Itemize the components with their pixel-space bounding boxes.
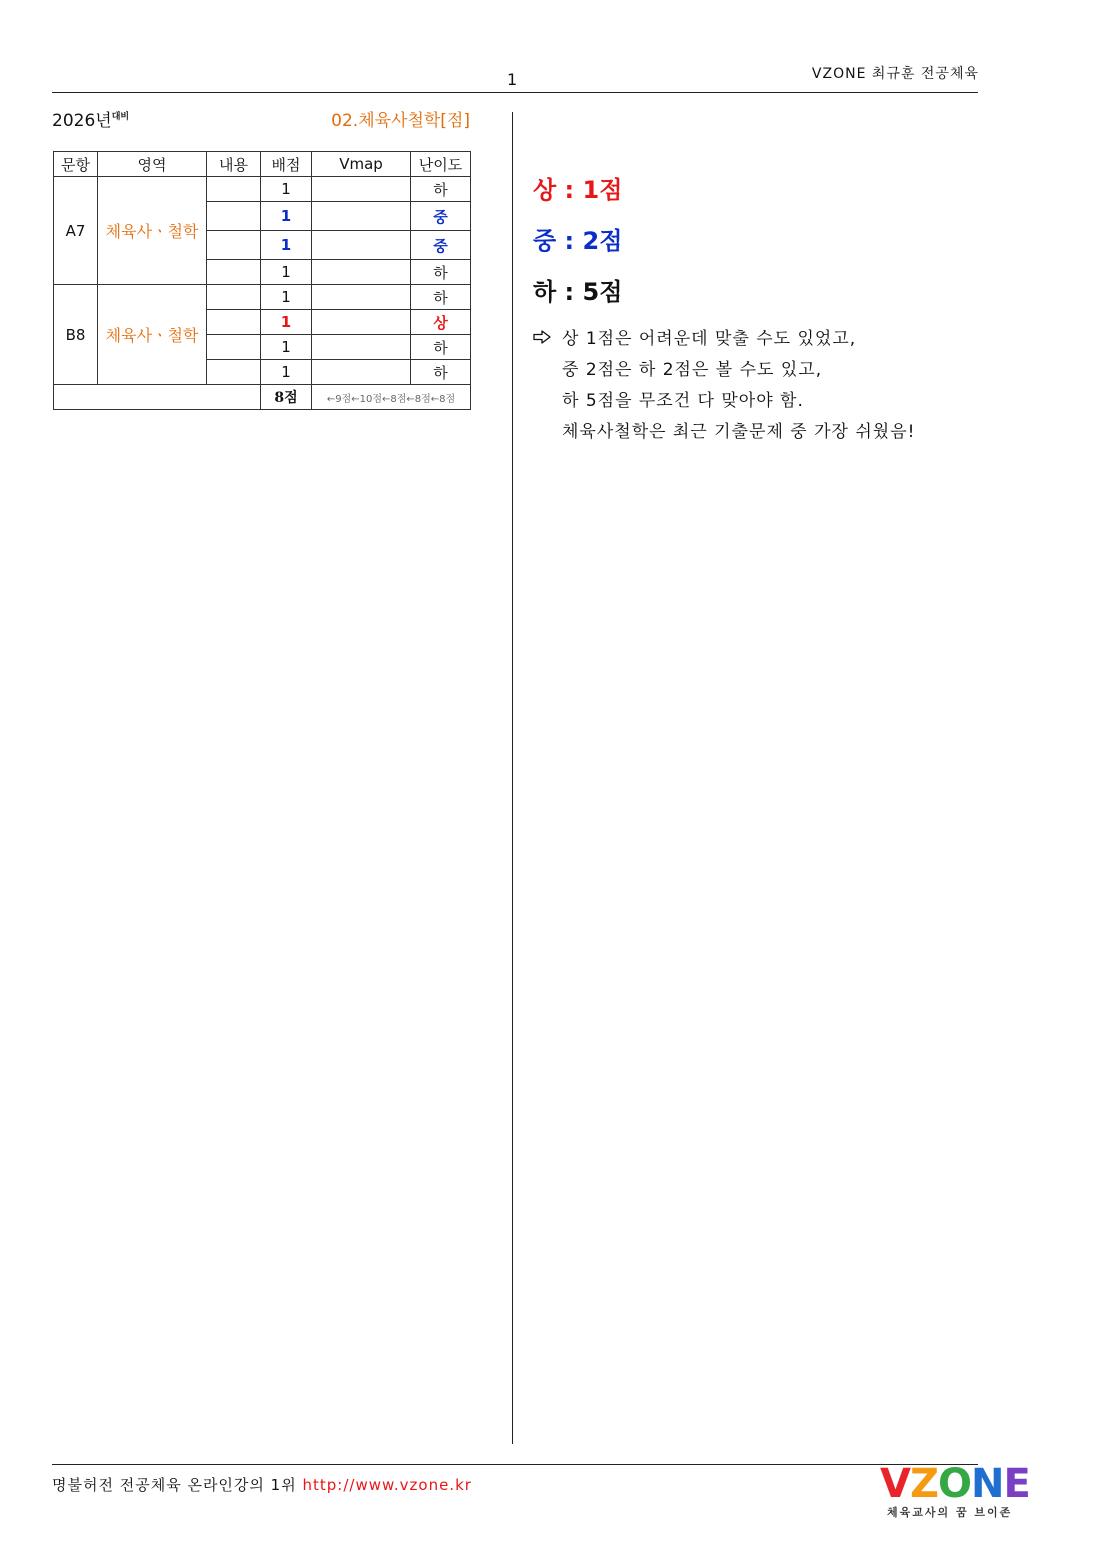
footer-rule xyxy=(52,1464,978,1465)
logo-letter: E xyxy=(1003,1461,1030,1507)
vmap-cell xyxy=(312,360,411,385)
comment-line: 중 2점은 하 2점은 볼 수도 있고, xyxy=(562,360,823,380)
score-cell: 1 xyxy=(261,231,312,260)
vmap-cell xyxy=(312,285,411,310)
total-label-cell xyxy=(54,385,261,410)
logo-wordmark xyxy=(880,1461,1030,1507)
page-number: 1 xyxy=(507,70,518,89)
score-summary-table xyxy=(53,151,471,410)
vmap-cell xyxy=(312,202,411,231)
content-cell xyxy=(207,260,261,285)
level-mid-summary: 중 : 2점 xyxy=(533,227,623,255)
vmap-cell xyxy=(312,231,411,260)
logo-tagline: 체육교사의 꿈 브이존 xyxy=(887,1506,1013,1519)
logo-letter: V xyxy=(880,1461,910,1507)
footer-website-link[interactable]: http://www.vzone.kr xyxy=(302,1476,472,1494)
comment-line xyxy=(533,324,915,355)
content-cell xyxy=(207,202,261,231)
column-header-score: 배점 xyxy=(261,152,312,177)
difficulty-cell: 중 xyxy=(411,202,471,231)
vmap-cell xyxy=(312,335,411,360)
table-row xyxy=(54,285,471,310)
area-cell: 체육사ㆍ철학 xyxy=(98,177,207,285)
difficulty-cell: 상 xyxy=(411,310,471,335)
column-divider xyxy=(512,112,513,1444)
comment-line: 체육사철학은 최근 기출문제 중 가장 쉬웠음! xyxy=(562,422,916,442)
difficulty-cell: 하 xyxy=(411,360,471,385)
logo-letter: N xyxy=(971,1461,1004,1507)
total-row xyxy=(54,385,471,410)
content-cell xyxy=(207,310,261,335)
level-high-summary: 상 : 1점 xyxy=(533,176,623,204)
section-title: 02.체육사철학[점] xyxy=(331,111,470,131)
column-header-vmap: Vmap xyxy=(312,152,411,177)
column-header-item: 문항 xyxy=(54,152,98,177)
footer xyxy=(52,1474,472,1495)
score-cell: 1 xyxy=(261,285,312,310)
header-title: VZONE 최규훈 전공체육 xyxy=(811,66,979,82)
content-cell xyxy=(207,285,261,310)
column-header-content: 내용 xyxy=(207,152,261,177)
comment-block xyxy=(533,324,915,448)
total-score-cell: 8점 xyxy=(261,385,312,410)
difficulty-cell: 중 xyxy=(411,231,471,260)
arrow-right-outline-icon xyxy=(533,324,555,355)
score-cell: 1 xyxy=(261,177,312,202)
score-cell: 1 xyxy=(261,260,312,285)
header-rule xyxy=(52,92,978,93)
score-cell: 1 xyxy=(261,360,312,385)
table-row xyxy=(54,177,471,202)
logo-letter: Z xyxy=(909,1461,938,1507)
content-cell xyxy=(207,177,261,202)
difficulty-cell: 하 xyxy=(411,335,471,360)
difficulty-cell: 하 xyxy=(411,260,471,285)
score-cell: 1 xyxy=(261,310,312,335)
level-low-summary: 하 : 5점 xyxy=(533,278,623,306)
year-text: 2026년 xyxy=(52,111,112,131)
difficulty-cell: 하 xyxy=(411,177,471,202)
area-cell: 체육사ㆍ철학 xyxy=(98,285,207,385)
table-header-row xyxy=(54,152,471,177)
item-cell: A7 xyxy=(54,177,98,285)
content-cell xyxy=(207,335,261,360)
vzone-logo xyxy=(880,1461,1030,1520)
column-header-area: 영역 xyxy=(98,152,207,177)
vmap-cell xyxy=(312,177,411,202)
content-cell xyxy=(207,360,261,385)
vmap-cell xyxy=(312,260,411,285)
history-note-cell: ←9점←10점←8점←8점←8점 xyxy=(312,385,471,410)
footer-tagline: 명불허전 전공체육 온라인강의 1위 xyxy=(52,1476,297,1494)
content-cell xyxy=(207,231,261,260)
item-cell: B8 xyxy=(54,285,98,385)
vmap-cell xyxy=(312,310,411,335)
comment-text: 상 1점은 어려운데 맞출 수도 있었고, xyxy=(562,329,857,349)
column-header-difficulty: 난이도 xyxy=(411,152,471,177)
difficulty-cell: 하 xyxy=(411,285,471,310)
score-cell: 1 xyxy=(261,335,312,360)
score-cell: 1 xyxy=(261,202,312,231)
comment-line: 하 5점을 무조건 다 맞아야 함. xyxy=(562,391,804,411)
year-suffix: 대비 xyxy=(111,112,130,122)
logo-letter: O xyxy=(937,1461,971,1507)
year-label xyxy=(52,106,129,131)
